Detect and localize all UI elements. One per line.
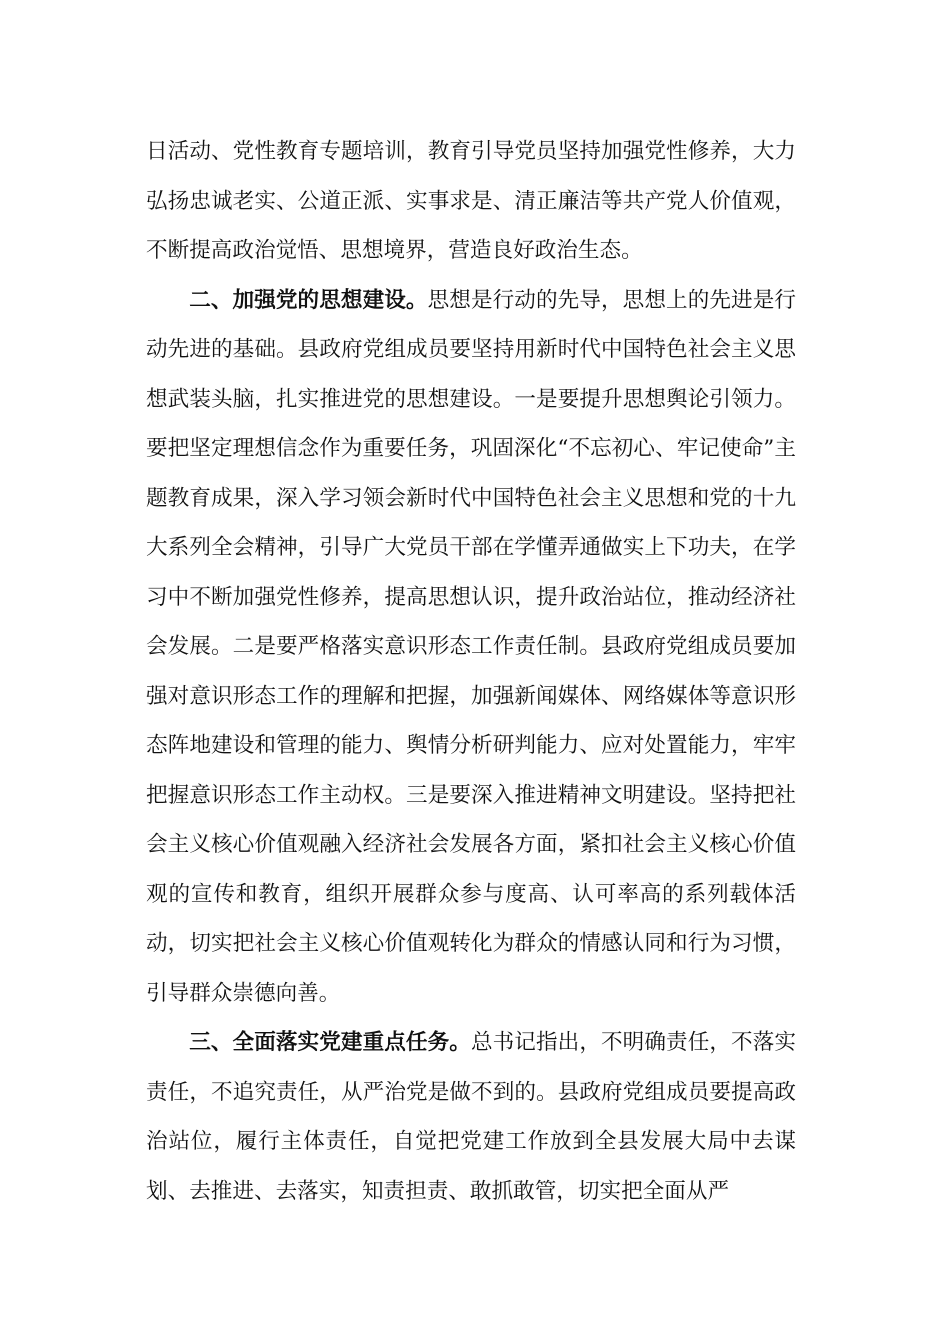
- document-page: [146, 127, 796, 1216]
- paragraph-text: 总书记指出，不明确责任，不落实责任，不追究责任，从严治党是做不到的。县政府党组成员要提高政治站位，履行主体责任，自觉把党建工作放到全县发展大局中去谋划、去推进、去落实，知责担责、敢抓敢管，切实把全面从严: [146, 1030, 796, 1204]
- paragraph-section-three: [146, 1018, 796, 1216]
- section-heading: 二、加强党的思想建设。: [189, 287, 428, 313]
- paragraph-text: 思想是行动的先导，思想上的先进是行动先进的基础。县政府党组成员要坚持用新时代中国特色社会主义思想武装头脑，扎实推进党的思想建设。一是要提升思想舆论引领力。要把坚定理想信念作为重要任务，巩固深化“不忘初心、牢记使命”主题教育成果，深入学习领会新时代中国特色社会主义思想和党的十九大系列全会精神，引导广大党员干部在学懂弄通做实上下功夫，在学习中不断加强党性修养，提高思想认识，提升政治站位，推动经济社会发展。二是要严格落实意识形态工作责任制。县政府党组成员要加强对意识形态工作的理解和把握，加强新闻媒体、网络媒体等意识形态阵地建设和管理的能力、舆情分析研判能力、应对处置能力，牢牢把握意识形态工作主动权。三是要深入推进精神文明建设。坚持把社会主义核心价值观融入经济社会发展各方面，紧扣社会主义核心价值观的宣传和教育，组织开展群众参与度高、认可率高的系列载体活动，切实把社会主义核心价值观转化为群众的情感认同和行为习惯，引导群众崇德向善。: [146, 287, 796, 1006]
- paragraph-text: 日活动、党性教育专题培训，教育引导党员坚持加强党性修养，大力弘扬忠诚老实、公道正派、实事求是、清正廉洁等共产党人价值观，不断提高政治觉悟、思想境界，营造良好政治生态。: [146, 139, 796, 263]
- paragraph-continuation: [146, 127, 796, 276]
- paragraph-section-two: [146, 276, 796, 1019]
- section-heading: 三、全面落实党建重点任务。: [189, 1030, 471, 1055]
